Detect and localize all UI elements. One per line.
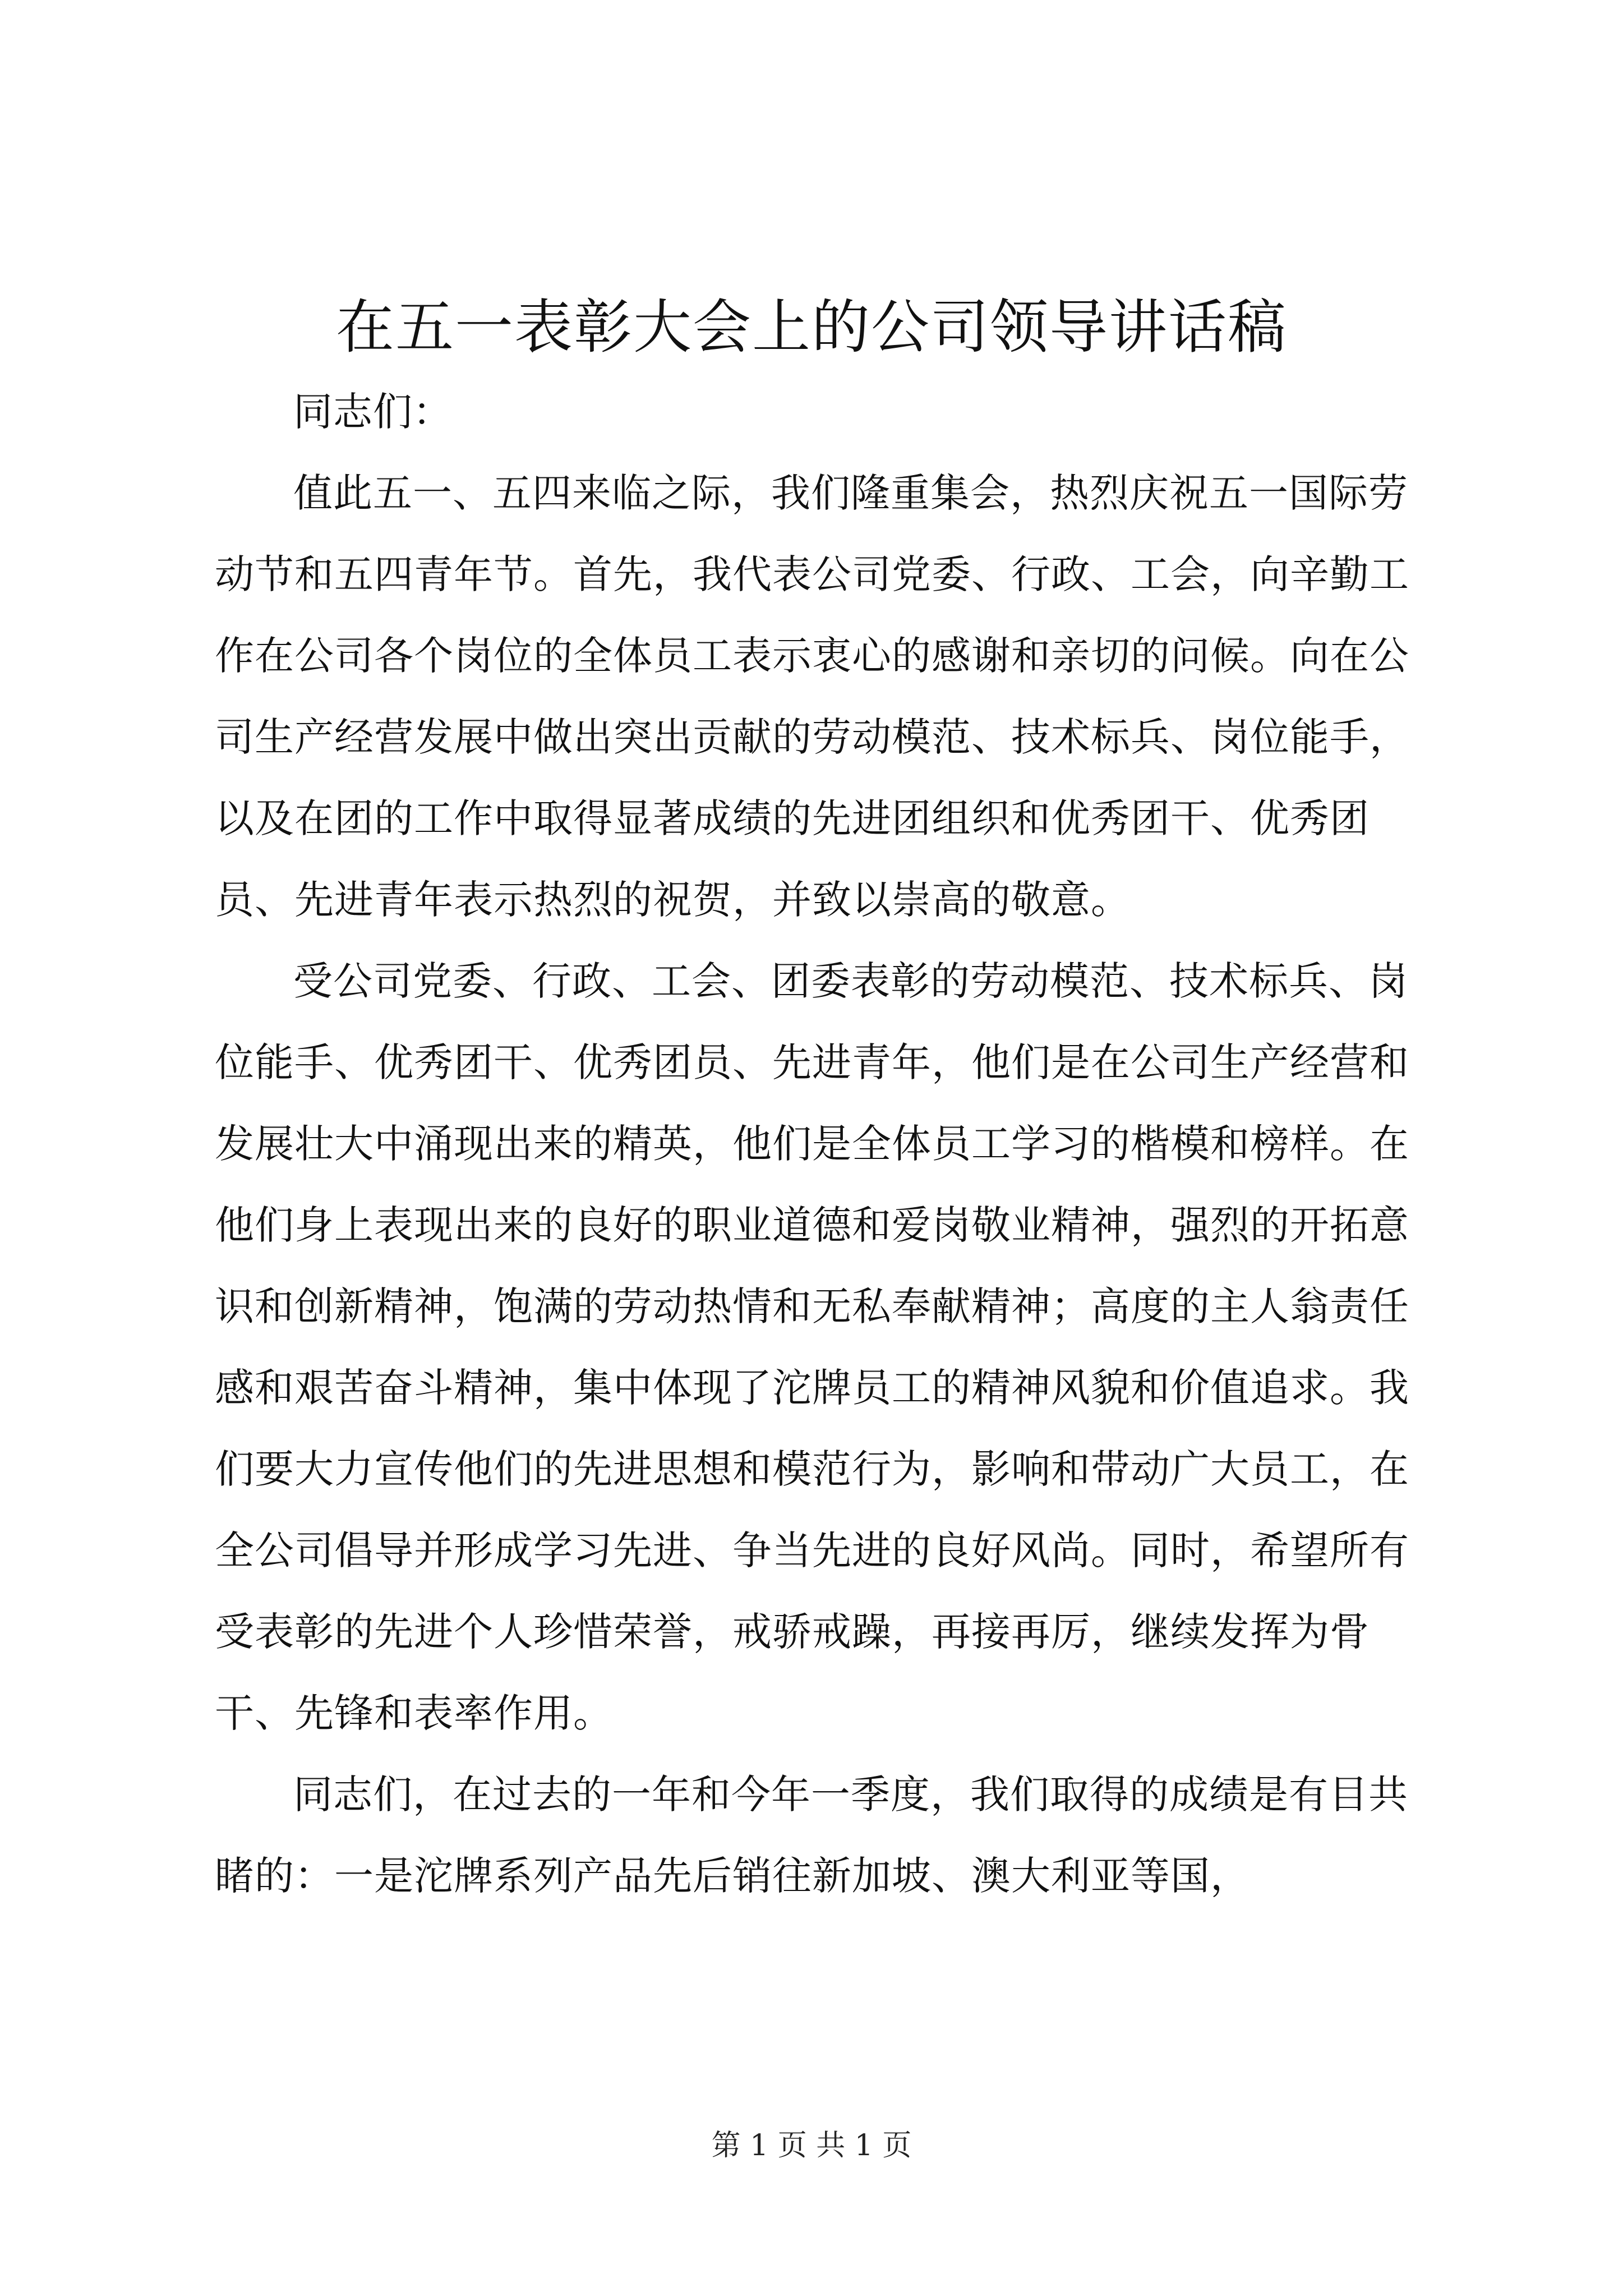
paragraph-3: 同志们，在过去的一年和今年一季度，我们取得的成绩是有目共睹的：一是沱牌系列产品先后销往新加坡、澳大利亚等国， [215,1772,1408,1899]
page-number-footer: 第 1 页 共 1 页 [711,2129,912,2162]
paragraph-1: 值此五一、五四来临之际，我们隆重集会，热烈庆祝五一国际劳动节和五四青年节。首先，我代表公司党委、行政、工会，向辛勤工作在公司各个岗位的全体员工表示衷心的感谢和亲切的问候。向在公司生产经营发展中做出突出贡献的劳动模范、技术标兵、岗位能手，以及在团的工作中取得显著成绩的先进团组织和优秀团干、优秀团员、先进青年表示热烈的祝贺，并致以崇高的敬意。 [215,470,1409,923]
paragraph-2: 受公司党委、行政、工会、团委表彰的劳动模范、技术标兵、岗位能手、优秀团干、优秀团员、先进青年，他们是在公司生产经营和发展壮大中涌现出来的精英，他们是全体员工学习的楷模和榜样。在他们身上表现出来的良好的职业道德和爱岗敬业精神，强烈的开拓意识和创新精神，饱满的劳动热情和无私奉献精神；高度的主人翁责任感和艰苦奋斗精神，集中体现了沱牌员工的精神风貌和价值追求。我们要大力宣传他们的先进思想和模范行为，影响和带动广大员工，在全公司倡导并形成学习先进、争当先进的良好风尚。同时，希望所有受表彰的先进个人珍惜荣誉，戒骄戒躁，再接再厉，继续发挥为骨干、先锋和表率作用。 [215,958,1409,1736]
document-body [215,371,1426,1917]
document-title: 在五一表彰大会上的公司领导讲话稿 [335,293,1287,361]
salutation: 同志们： [293,389,453,435]
